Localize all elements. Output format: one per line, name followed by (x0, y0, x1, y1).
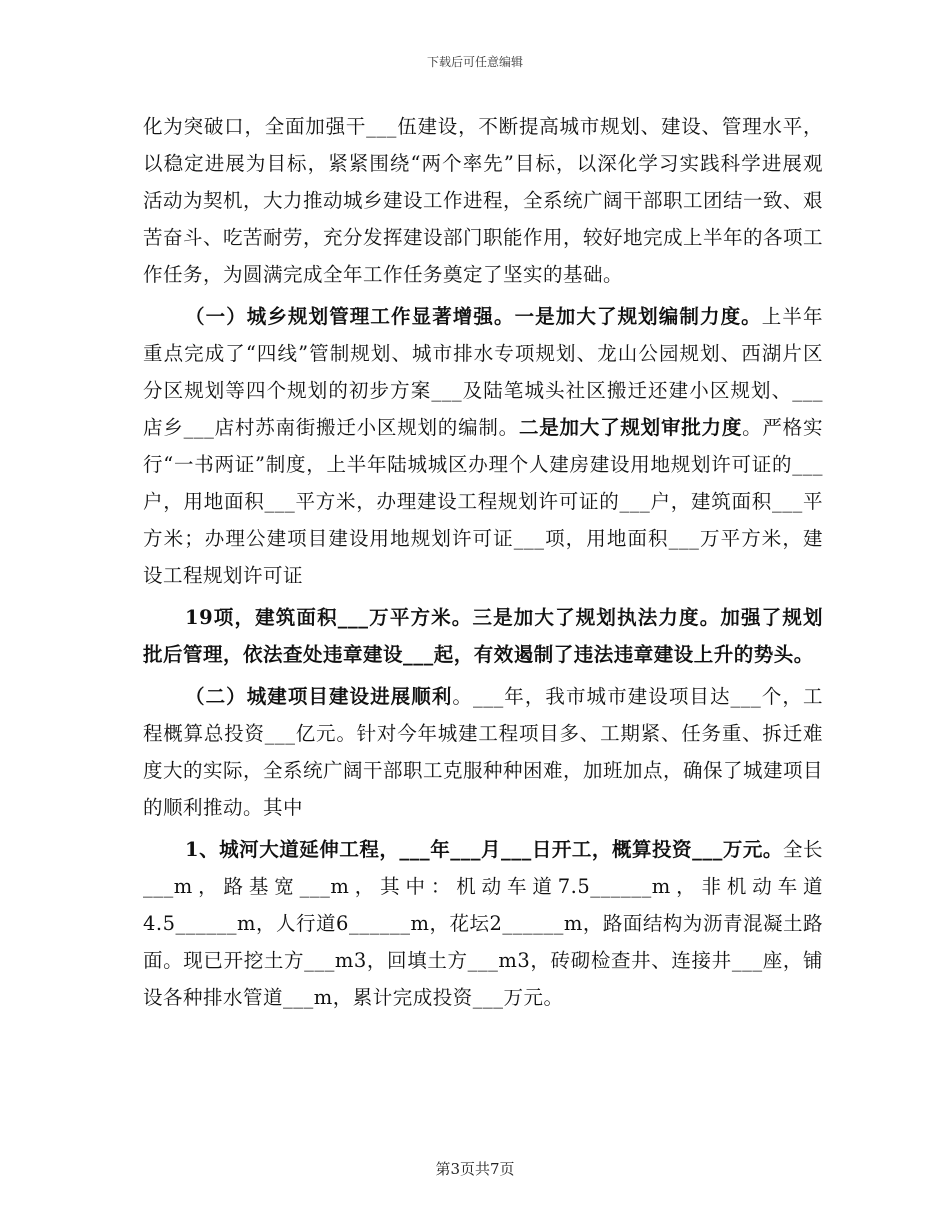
paragraph-2-text-b: 。严格实行“一书两证”制度，上半年陆城城区办理个人建房建设用地规划许可证的___户，用地面积___平方米，办理建设工程规划许可证的___户，建筑面积___平方米；办理公建项目建设用地规划许可证___项，用地面积___万平方米，建设工程规划许可证 (143, 416, 823, 587)
paragraph-5 (143, 831, 823, 1016)
document-body (143, 108, 823, 1016)
subheading-approval: 二是加大了规划审批力度 (518, 416, 743, 439)
paragraph-2 (143, 298, 823, 594)
paragraph-5-text: 全长___m，路基宽___m，其中：机动车道7.5______m，非机动车道4.5______m，人行道6______m，花坛2______m，路面结构为沥青混凝土路面。现已开挖土方___m3，回填土方___m3，砖砌检查井、连接井___座，铺设各种排水管道___m，累计完成投资___万元。 (143, 838, 823, 1009)
item-heading-chenghe-avenue: 1、城河大道延伸工程，___年___月___日开工，概算投资___万元。 (185, 838, 783, 861)
paragraph-1: 化为突破口，全面加强干___伍建设，不断提高城市规划、建设、管理水平，以稳定进展为目标，紧紧围绕“两个率先”目标，以深化学习实践科学进展观活动为契机，大力推动城乡建设工作进程，全系统广阔干部职工团结一致、艰苦奋斗、吃苦耐劳，充分发挥建设部门职能作用，较好地完成上半年的各项工作任务，为圆满完成全年工作任务奠定了坚实的基础。 (143, 115, 824, 286)
paragraph-4-text: 。___年，我市城市建设项目达___个，工程概算总投资___亿元。针对今年城建工程项目多、工期紧、任务重、拆迁难度大的实际，全系统广阔干部职工克服种种困难，加班加点，确保了城建项目的顺利推动。其中 (143, 685, 824, 819)
paragraph-2-text-a: 上半年重点完成了“四线”管制规划、城市排水专项规划、龙山公园规划、西湖片区分区规划等四个规划的初步方案___及陆笔城头社区搬迁还建小区规划、___店乡___店村苏南街搬迁小区规划的编制。 (143, 305, 823, 439)
page-header: 下载后可任意编辑 (426, 55, 523, 69)
paragraph-3: 19项，建筑面积___万平方米。三是加大了规划执法力度。加强了规划批后管理，依法查处违章建设___起，有效遏制了违法违章建设上升的势头。 (143, 606, 823, 666)
section-heading-projects: （二）城建项目建设进展顺利 (185, 685, 453, 708)
section-heading-planning: （一）城乡规划管理工作显著增强。一是加大了规划编制力度。 (185, 305, 762, 328)
page-footer: 第3页共7页 (435, 1160, 515, 1178)
paragraph-4 (143, 678, 823, 826)
